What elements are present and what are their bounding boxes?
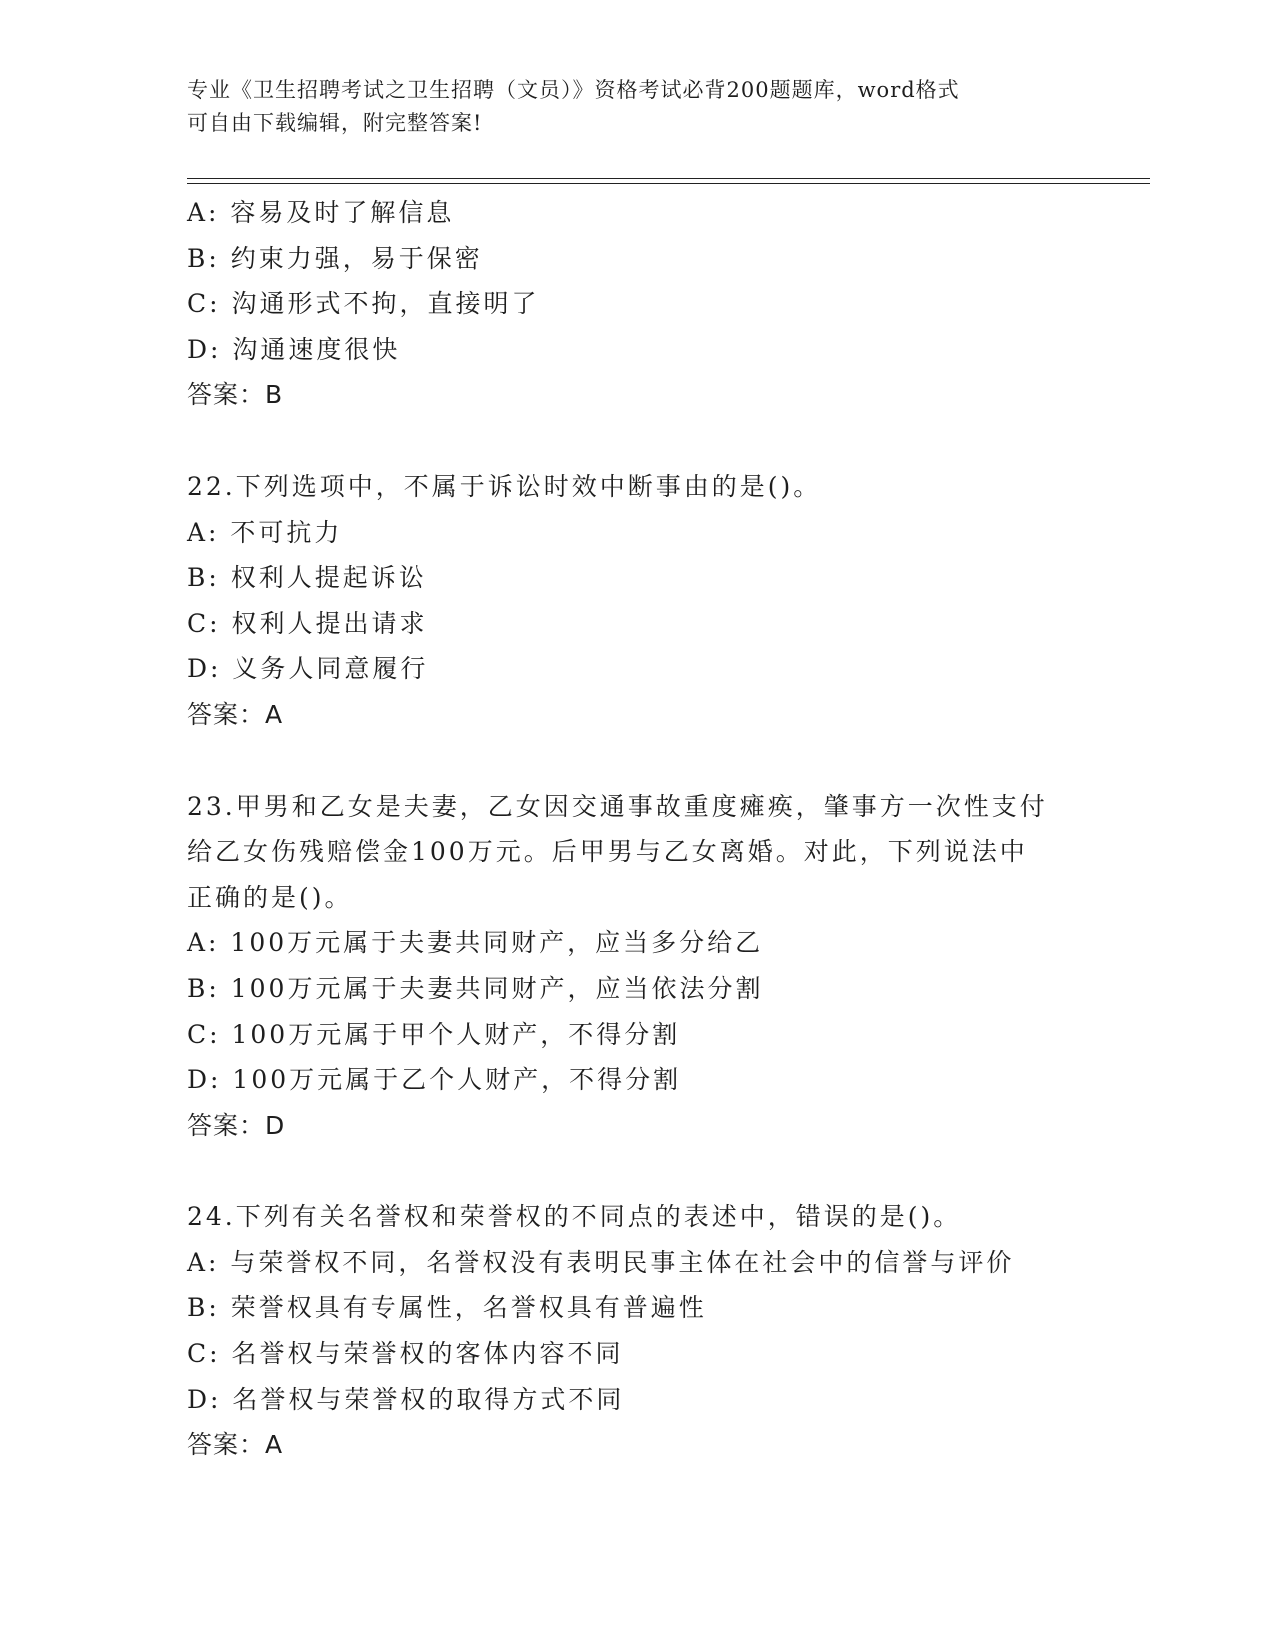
option-b: B: 100万元属于夫妻共同财产，应当依法分割 bbox=[187, 973, 764, 1003]
option-a: A: 100万元属于夫妻共同财产，应当多分给乙 bbox=[187, 928, 764, 958]
question-stem-line-2: 给乙女伤残赔偿金100万元。后甲男与乙女离婚。对此，下列说法中 bbox=[187, 837, 1028, 867]
option-c: C: 100万元属于甲个人财产，不得分割 bbox=[187, 1019, 681, 1049]
option-a: A: 不可抗力 bbox=[187, 517, 343, 547]
option-b: B: 荣誉权具有专属性，名誉权具有普遍性 bbox=[187, 1293, 707, 1323]
question-stem: 24.下列有关名誉权和荣誉权的不同点的表述中，错误的是()。 bbox=[187, 1202, 962, 1232]
option-b: B: 权利人提起诉讼 bbox=[187, 563, 427, 593]
option-d: D: 沟通速度很快 bbox=[187, 334, 401, 364]
option-c: C: 名誉权与荣誉权的客体内容不同 bbox=[187, 1339, 624, 1369]
document-header bbox=[187, 74, 1087, 140]
option-c: C: 权利人提出请求 bbox=[187, 608, 428, 638]
question-stem: 22.下列选项中，不属于诉讼时效中断事由的是()。 bbox=[187, 471, 822, 501]
question-22 bbox=[187, 464, 1087, 738]
answer-line: 答案：B bbox=[187, 380, 284, 410]
option-a: A: 容易及时了解信息 bbox=[187, 198, 455, 227]
spacer bbox=[187, 1148, 1087, 1194]
answer-line: 答案：A bbox=[187, 1430, 284, 1460]
option-c: C: 沟通形式不拘，直接明了 bbox=[187, 289, 540, 319]
question-21 bbox=[187, 190, 1087, 418]
header-line-2: 可自由下载编辑，附完整答案! bbox=[187, 111, 483, 135]
option-d: D: 名誉权与荣誉权的取得方式不同 bbox=[187, 1384, 625, 1414]
header-line-1: 专业《卫生招聘考试之卫生招聘（文员）》资格考试必背200题题库，word格式 bbox=[187, 78, 960, 102]
header-rule-top bbox=[187, 178, 1150, 179]
question-stem-line-1: 23.甲男和乙女是夫妻，乙女因交通事故重度瘫痪，肇事方一次性支付 bbox=[187, 791, 1048, 821]
question-stem-line-3: 正确的是()。 bbox=[187, 882, 353, 912]
option-b: B: 约束力强，易于保密 bbox=[187, 243, 483, 273]
option-a: A: 与荣誉权不同，名誉权没有表明民事主体在社会中的信誉与评价 bbox=[187, 1247, 1015, 1277]
option-d: D: 义务人同意履行 bbox=[187, 654, 429, 684]
answer-line: 答案：D bbox=[187, 1110, 286, 1140]
question-23 bbox=[187, 784, 1087, 1149]
spacer bbox=[187, 738, 1087, 784]
option-d: D: 100万元属于乙个人财产，不得分割 bbox=[187, 1065, 682, 1095]
answer-line: 答案：A bbox=[187, 699, 284, 729]
spacer bbox=[187, 418, 1087, 464]
question-24 bbox=[187, 1194, 1087, 1468]
question-list bbox=[187, 190, 1087, 1468]
header-rule-bottom bbox=[187, 183, 1150, 184]
